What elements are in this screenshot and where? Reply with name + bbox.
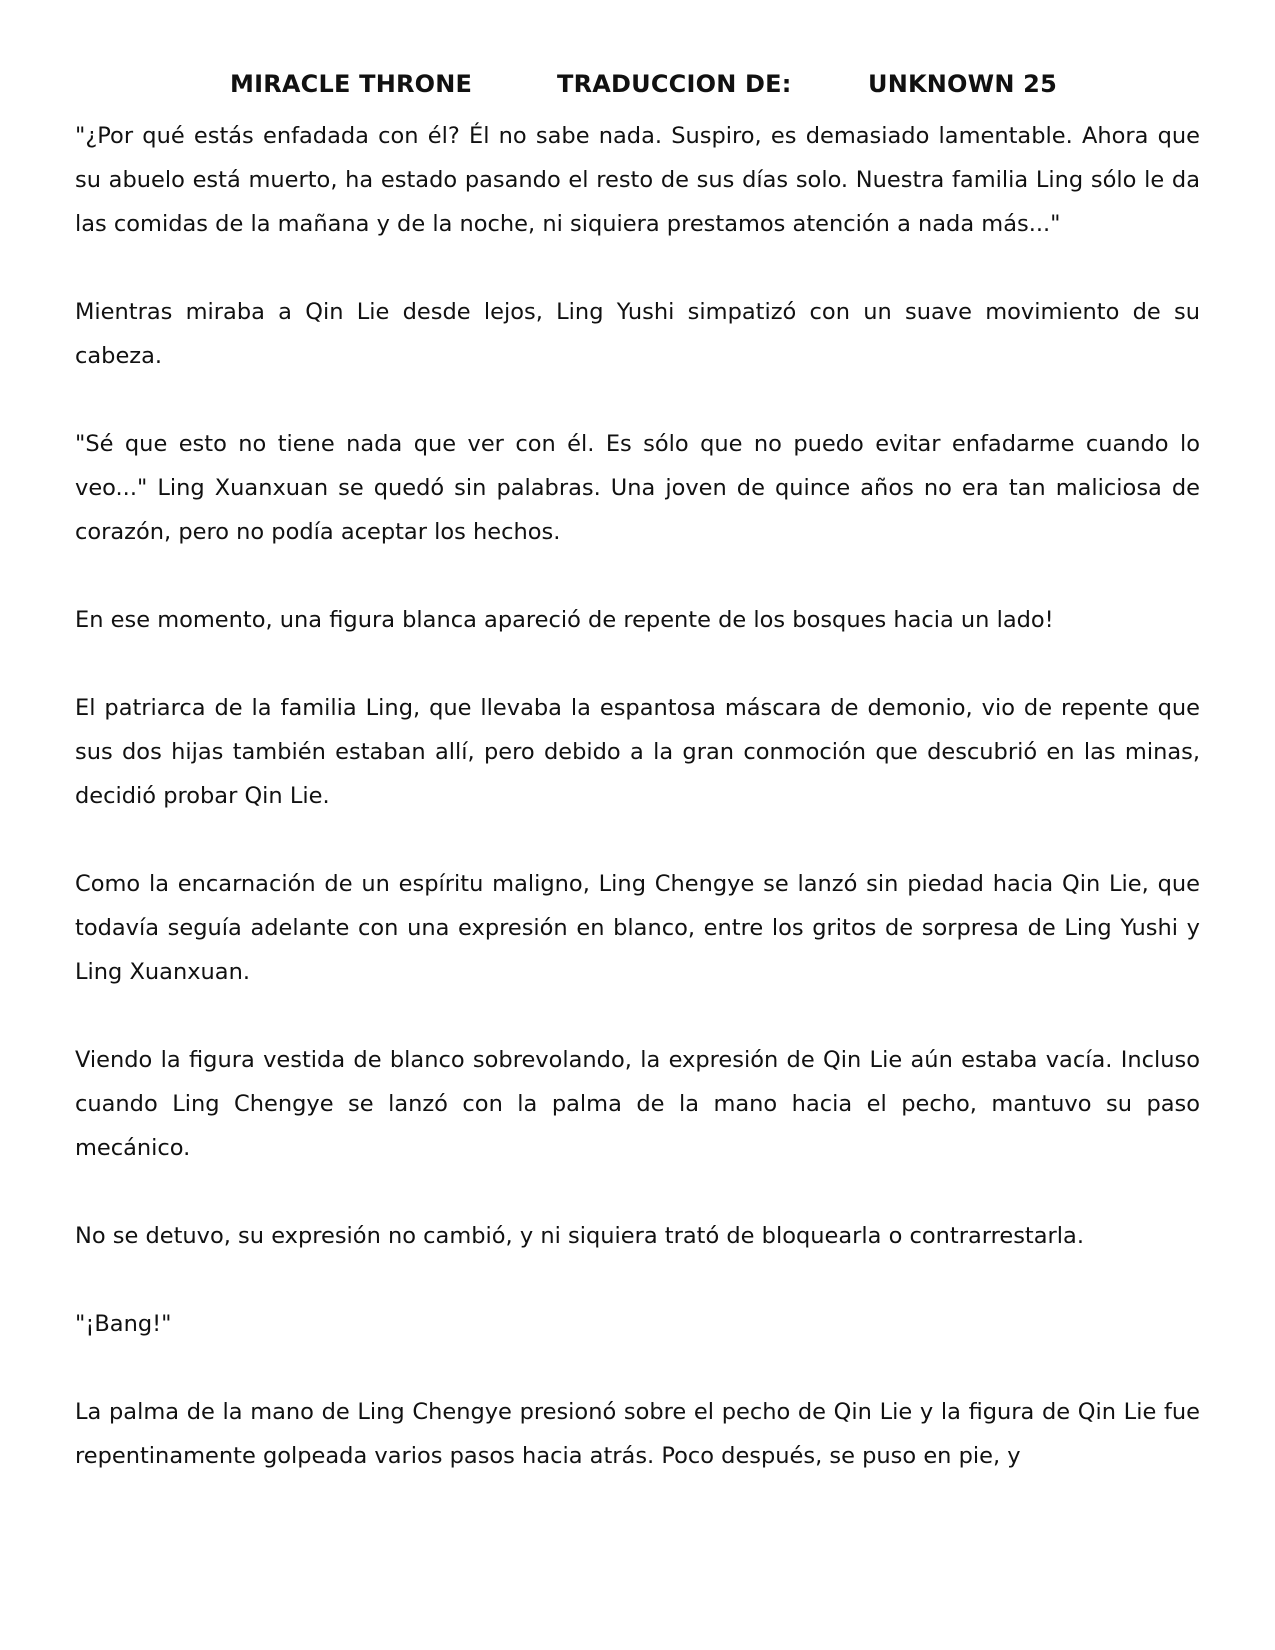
paragraph: Viendo la figura vestida de blanco sobrevolando, la expresión de Qin Lie aún estaba vacía. Incluso cuando Ling Chengye se lanzó con la palma de la mano hacia el pecho, mantuvo su paso mecánico. bbox=[75, 1047, 1200, 1161]
header-translator: UNKNOWN 25 bbox=[868, 70, 1057, 98]
paragraph: Mientras miraba a Qin Lie desde lejos, Ling Yushi simpatizó con un suave movimiento de su cabeza. bbox=[75, 299, 1200, 369]
paragraph: "Sé que esto no tiene nada que ver con él. Es sólo que no puedo evitar enfadarme cuando lo veo..." Ling Xuanxuan se quedó sin palabras. Una joven de quince años no era tan maliciosa de corazón, pero no podía aceptar los hechos. bbox=[75, 431, 1200, 545]
header-title: MIRACLE THRONE bbox=[230, 70, 473, 98]
paragraph: "¿Por qué estás enfadada con él? Él no sabe nada. Suspiro, es demasiado lamentable. Ahora que su abuelo está muerto, ha estado pasando el resto de sus días solo. Nuestra familia Ling sólo le da las comidas de la mañana y de la noche, ni siquiera prestamos atención a nada más..." bbox=[75, 123, 1200, 237]
page-header bbox=[0, 70, 1275, 106]
paragraph: Como la encarnación de un espíritu maligno, Ling Chengye se lanzó sin piedad hacia Qin Lie, que todavía seguía adelante con una expresión en blanco, entre los gritos de sorpresa de Ling Yushi y Ling Xuanxuan. bbox=[75, 871, 1200, 985]
paragraph: "¡Bang!" bbox=[75, 1311, 172, 1337]
document-body bbox=[75, 114, 1200, 1478]
paragraph: No se detuvo, su expresión no cambió, y ni siquiera trató de bloquearla o contrarrestarla. bbox=[75, 1223, 1084, 1249]
paragraph: En ese momento, una figura blanca apareció de repente de los bosques hacia un lado! bbox=[75, 607, 1054, 633]
paragraph: La palma de la mano de Ling Chengye presionó sobre el pecho de Qin Lie y la figura de Qin Lie fue repentinamente golpeada varios pasos hacia atrás. Poco después, se puso en pie, y bbox=[75, 1399, 1200, 1469]
paragraph: El patriarca de la familia Ling, que llevaba la espantosa máscara de demonio, vio de repente que sus dos hijas también estaban allí, pero debido a la gran conmoción que descubrió en las minas, decidió probar Qin Lie. bbox=[75, 695, 1200, 809]
header-translation-label: TRADUCCION DE: bbox=[557, 70, 792, 98]
